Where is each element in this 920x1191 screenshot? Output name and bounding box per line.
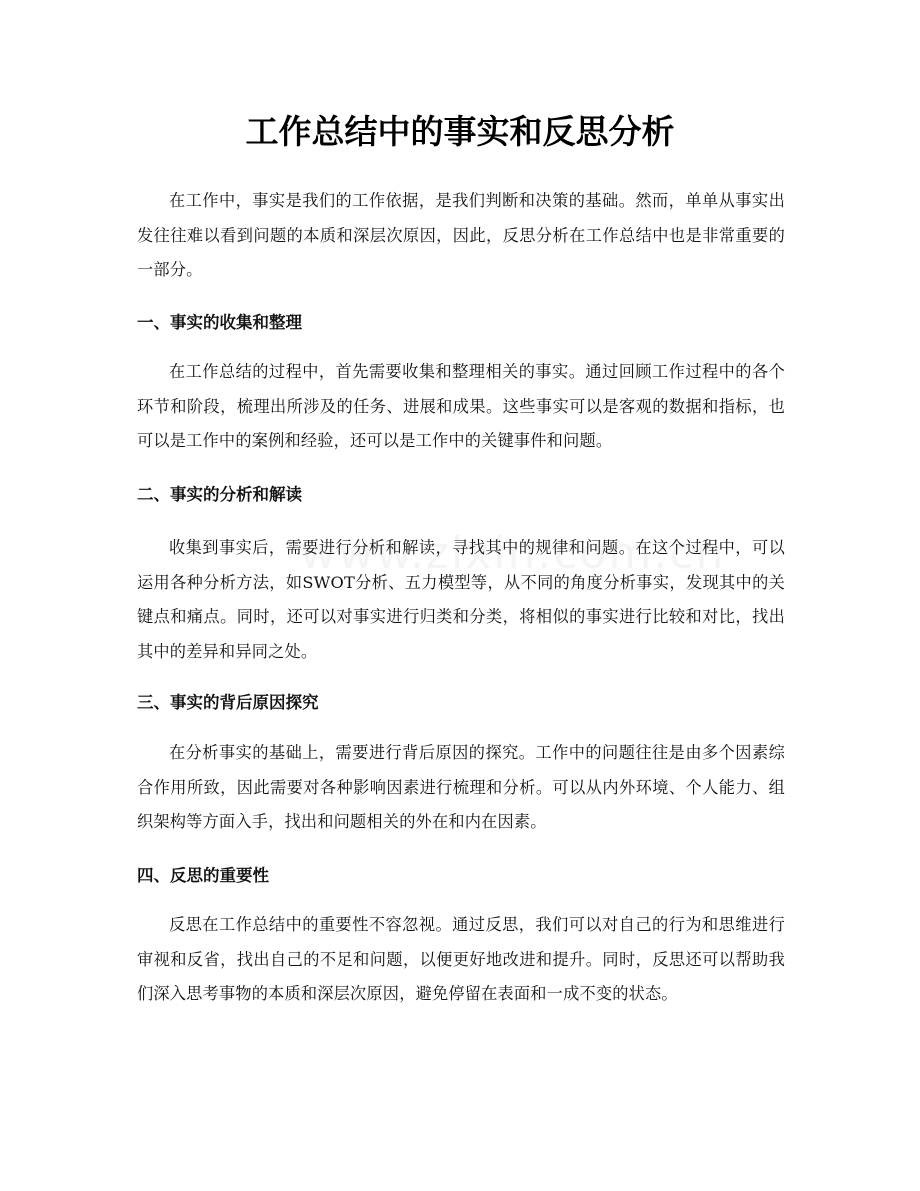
section-2-heading: 二、事实的分析和解读 [137, 485, 302, 504]
section-3-paragraph: 在分析事实的基础上，需要进行背后原因的探究。工作中的问题往往是由多个因素综合作用所致，因此需要对各种影响因素进行梳理和分析。可以从内外环境、个人能力、组织架构等方面入手，找出和问题相关的外在和内在因素。 [137, 743, 785, 831]
section-2-paragraph: 收集到事实后，需要进行分析和解读，寻找其中的规律和问题。在这个过程中，可以运用各种分析方法，如SWOT分析、五力模型等，从不同的角度分析事实，发现其中的关键点和痛点。同时，还可以对事实进行归类和分类，将相似的事实进行比较和对比，找出其中的差异和异同之处。 [137, 538, 785, 661]
document-title: 工作总结中的事实和反思分析 [245, 112, 675, 151]
section-4-heading: 四、反思的重要性 [137, 866, 269, 885]
section-1-paragraph: 在工作总结的过程中，首先需要收集和整理相关的事实。通过回顾工作过程中的各个环节和阶段，梳理出所涉及的任务、进展和成果。这些事实可以是客观的数据和指标，也可以是工作中的案例和经验，还可以是工作中的关键事件和问题。 [137, 362, 785, 450]
section-3-heading: 三、事实的背后原因探究 [137, 693, 319, 712]
intro-paragraph: 在工作中，事实是我们的工作依据，是我们判断和决策的基础。然而，单单从事实出发往往难以看到问题的本质和深层次原因，因此，反思分析在工作总结中也是非常重要的一部分。 [137, 191, 785, 279]
section-1-heading: 一、事实的收集和整理 [137, 313, 302, 332]
section-4-paragraph: 反思在工作总结中的重要性不容忽视。通过反思，我们可以对自己的行为和思维进行审视和反省，找出自己的不足和问题，以便更好地改进和提升。同时，反思还可以帮助我们深入思考事物的本质和深层次原因，避免停留在表面和一成不变的状态。 [137, 915, 785, 1003]
